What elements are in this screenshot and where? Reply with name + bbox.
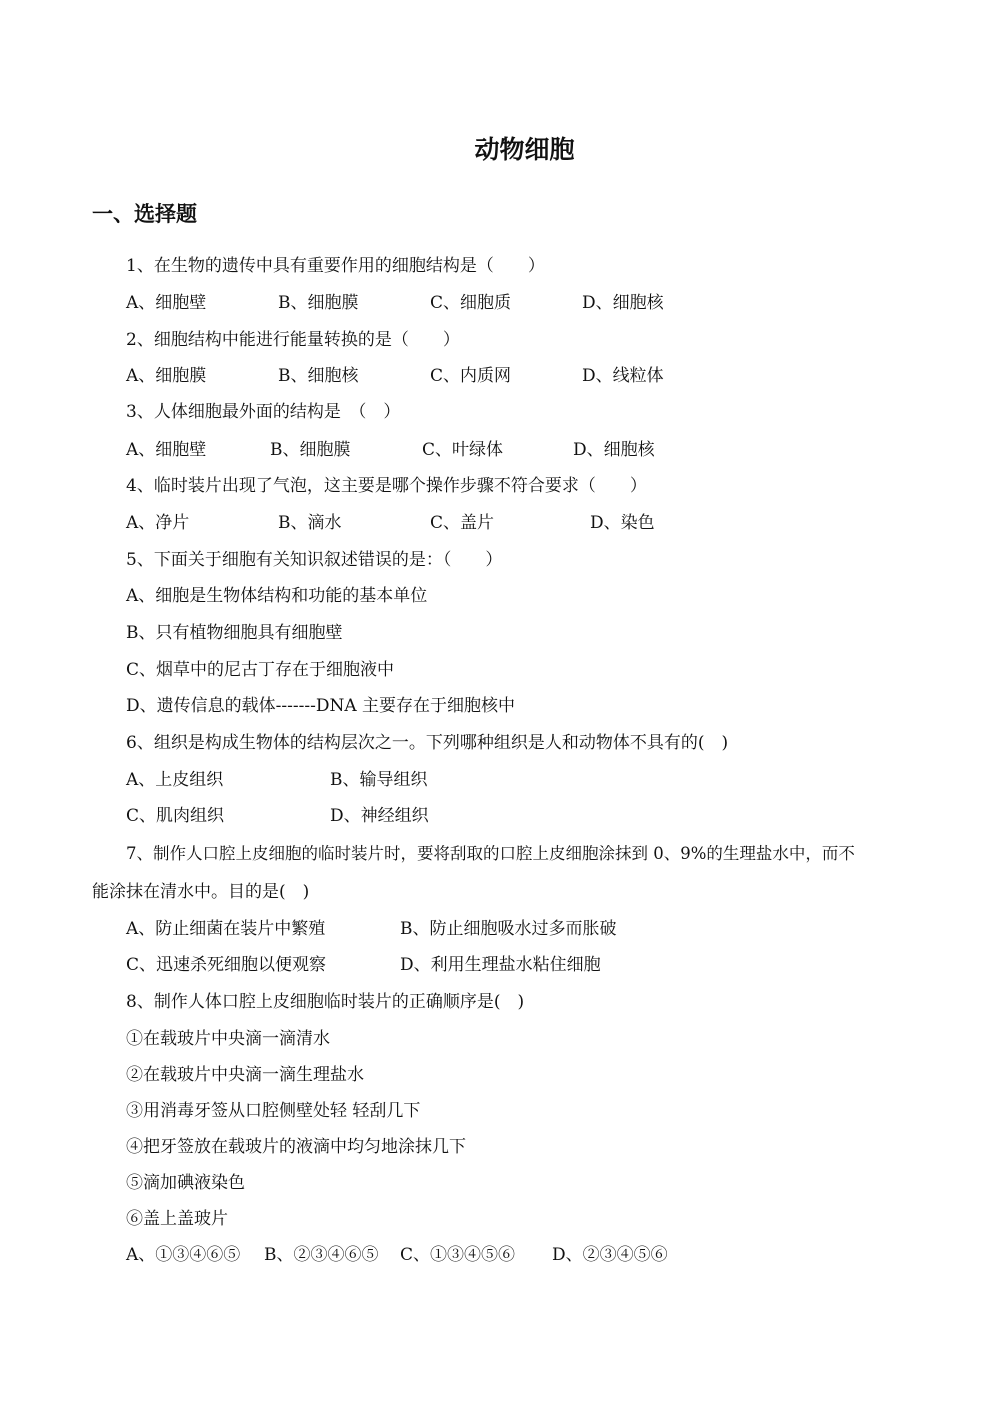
question-6-stem: 6、组织是构成生物体的结构层次之一。下列哪种组织是人和动物体不具有的( ) [126, 733, 729, 753]
question-4-option-c: C、盖片 [430, 513, 495, 533]
question-4-option-b: B、滴水 [278, 513, 342, 533]
question-8-step: ④把牙签放在载玻片的液滴中均匀地涂抹几下 [126, 1137, 466, 1157]
question-5-option-b: B、只有植物细胞具有细胞壁 [126, 623, 343, 643]
question-7-option-d: D、利用生理盐水粘住细胞 [400, 955, 601, 975]
question-6-option-c: C、肌肉组织 [126, 806, 225, 826]
question-8-step: ③用消毒牙签从口腔侧壁处轻 轻刮几下 [126, 1101, 421, 1121]
question-5-option-c: C、烟草中的尼古丁存在于细胞液中 [126, 660, 395, 680]
question-8-option-d: D、②③④⑤⑥ [552, 1245, 668, 1265]
question-1-option-d: D、细胞核 [582, 293, 664, 313]
question-7-stem: 7、制作人口腔上皮细胞的临时装片时，要将刮取的口腔上皮细胞涂抹到 0、9%的生理盐水中，而不 [126, 844, 855, 863]
question-2-option-c: C、内质网 [430, 366, 512, 386]
question-3-option-a: A、细胞壁 [126, 440, 207, 460]
question-7-option-c: C、迅速杀死细胞以便观察 [126, 955, 327, 975]
question-1-option-a: A、细胞壁 [126, 293, 207, 313]
question-5-stem: 5、下面关于细胞有关知识叙述错误的是：（ ） [126, 550, 503, 570]
question-3-option-d: D、细胞核 [573, 440, 655, 460]
question-4-option-d: D、染色 [590, 513, 655, 533]
question-2-option-d: D、线粒体 [582, 366, 664, 386]
question-3-option-b: B、细胞膜 [270, 440, 351, 460]
question-8-option-b: B、②③④⑥⑤ [264, 1245, 379, 1265]
question-3-stem: 3、人体细胞最外面的结构是 （ ） [126, 402, 401, 422]
question-4-stem: 4、临时装片出现了气泡，这主要是哪个操作步骤不符合要求（ ） [126, 476, 647, 496]
question-5-option-a: A、细胞是生物体结构和功能的基本单位 [126, 586, 428, 606]
question-4-option-a: A、净片 [126, 513, 190, 533]
question-1-option-c: C、细胞质 [430, 293, 512, 313]
question-8-step: ①在载玻片中央滴一滴清水 [126, 1029, 330, 1049]
question-2-stem: 2、细胞结构中能进行能量转换的是（ ） [126, 330, 460, 350]
question-8-step: ②在载玻片中央滴一滴生理盐水 [126, 1065, 364, 1085]
question-8-option-a: A、①③④⑥⑤ [126, 1245, 241, 1265]
section-heading: 一、选择题 [92, 201, 197, 226]
question-8-stem: 8、制作人体口腔上皮细胞临时装片的正确顺序是( ) [126, 992, 525, 1012]
question-7-option-a: A、防止细菌在装片中繁殖 [126, 919, 326, 939]
question-8-step: ⑥盖上盖玻片 [126, 1209, 228, 1229]
question-3-option-c: C、叶绿体 [422, 440, 504, 460]
question-2-option-b: B、细胞核 [278, 366, 359, 386]
question-1-option-b: B、细胞膜 [278, 293, 359, 313]
question-7-option-b: B、防止细胞吸水过多而胀破 [400, 919, 617, 939]
question-8-step: ⑤滴加碘液染色 [126, 1173, 245, 1193]
question-6-option-b: B、输导组织 [330, 770, 428, 790]
page-title: 动物细胞 [474, 135, 575, 164]
question-8-option-c: C、①③④⑤⑥ [400, 1245, 516, 1265]
question-1-stem: 1、在生物的遗传中具有重要作用的细胞结构是（ ） [126, 256, 545, 276]
question-2-option-a: A、细胞膜 [126, 366, 207, 386]
question-7-stem-continued: 能涂抹在清水中。目的是( ) [92, 882, 310, 902]
question-6-option-a: A、上皮组织 [126, 770, 224, 790]
question-6-option-d: D、神经组织 [330, 806, 429, 826]
question-5-option-d: D、遗传信息的载体-------DNA 主要存在于细胞核中 [126, 696, 516, 716]
